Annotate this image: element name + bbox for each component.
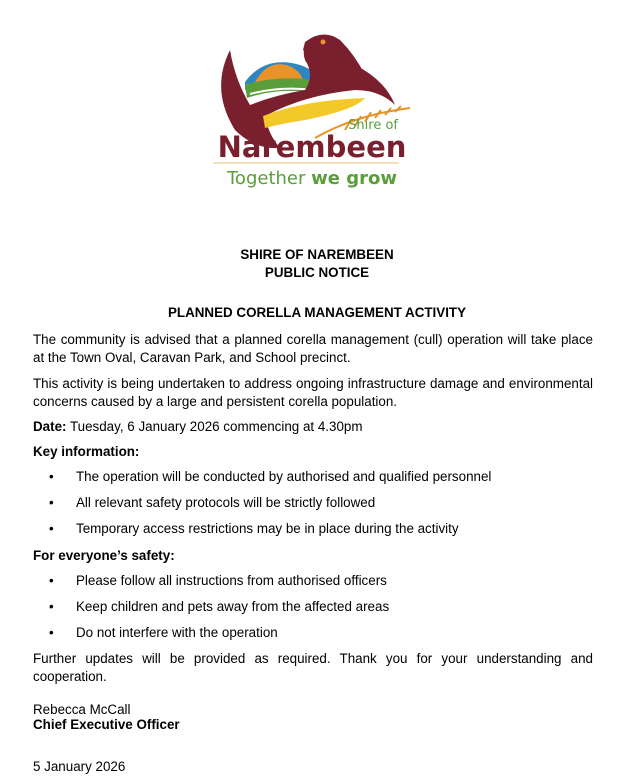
bullet-icon: •	[49, 625, 54, 640]
logo-name: Narembeen	[217, 130, 407, 164]
signatory-title: Chief Executive Officer	[33, 717, 180, 732]
key-info-heading: Key information:	[33, 444, 140, 459]
list-item: • Keep children and pets away from the affected areas	[49, 599, 390, 614]
notice-title: PLANNED CORELLA MANAGEMENT ACTIVITY	[167, 305, 467, 320]
safety-list	[33, 572, 593, 650]
shire-logo	[205, 20, 420, 195]
bullet-icon: •	[49, 599, 54, 614]
list-item: • The operation will be conducted by authorised and qualified personnel	[49, 469, 492, 484]
bullet-icon: •	[49, 495, 54, 510]
issued-date: 5 January 2026	[33, 759, 126, 774]
notice-header	[0, 246, 634, 282]
date-value: Tuesday, 6 January 2026 commencing at 4.30pm	[66, 419, 363, 434]
shire-logo-graphic	[205, 20, 420, 195]
list-item: • Please follow all instructions from authorised officers	[49, 573, 387, 588]
date-label: Date:	[33, 419, 67, 434]
key-info-list	[33, 468, 593, 546]
bullet-icon: •	[49, 521, 54, 536]
logo-tagline: Together we grow	[227, 168, 397, 189]
intro-paragraph: The community is advised that a planned corella management (cull) operation will take place at the Town Oval, Caravan Park, and School precinct.	[33, 332, 593, 365]
closing-paragraph: Further updates will be provided as required. Thank you for your understanding and cooperation.	[33, 651, 593, 684]
list-item: • Temporary access restrictions may be in place during the activity	[49, 521, 459, 536]
list-item: • All relevant safety protocols will be strictly followed	[49, 495, 376, 510]
date-line	[33, 418, 593, 436]
safety-heading: For everyone’s safety:	[33, 548, 175, 563]
header-line-2: PUBLIC NOTICE	[264, 265, 370, 280]
list-item: • Do not interfere with the operation	[49, 625, 278, 640]
bullet-icon: •	[49, 469, 54, 484]
logo-shire-of: Shire of	[348, 118, 398, 133]
purpose-paragraph: This activity is being undertaken to address ongoing infrastructure damage and environmental concerns caused by a large and persistent corella population.	[33, 376, 593, 409]
bullet-icon: •	[49, 573, 54, 588]
signatory-name: Rebecca McCall	[33, 702, 131, 717]
header-line-1: SHIRE OF NAREMBEEN	[240, 247, 394, 262]
